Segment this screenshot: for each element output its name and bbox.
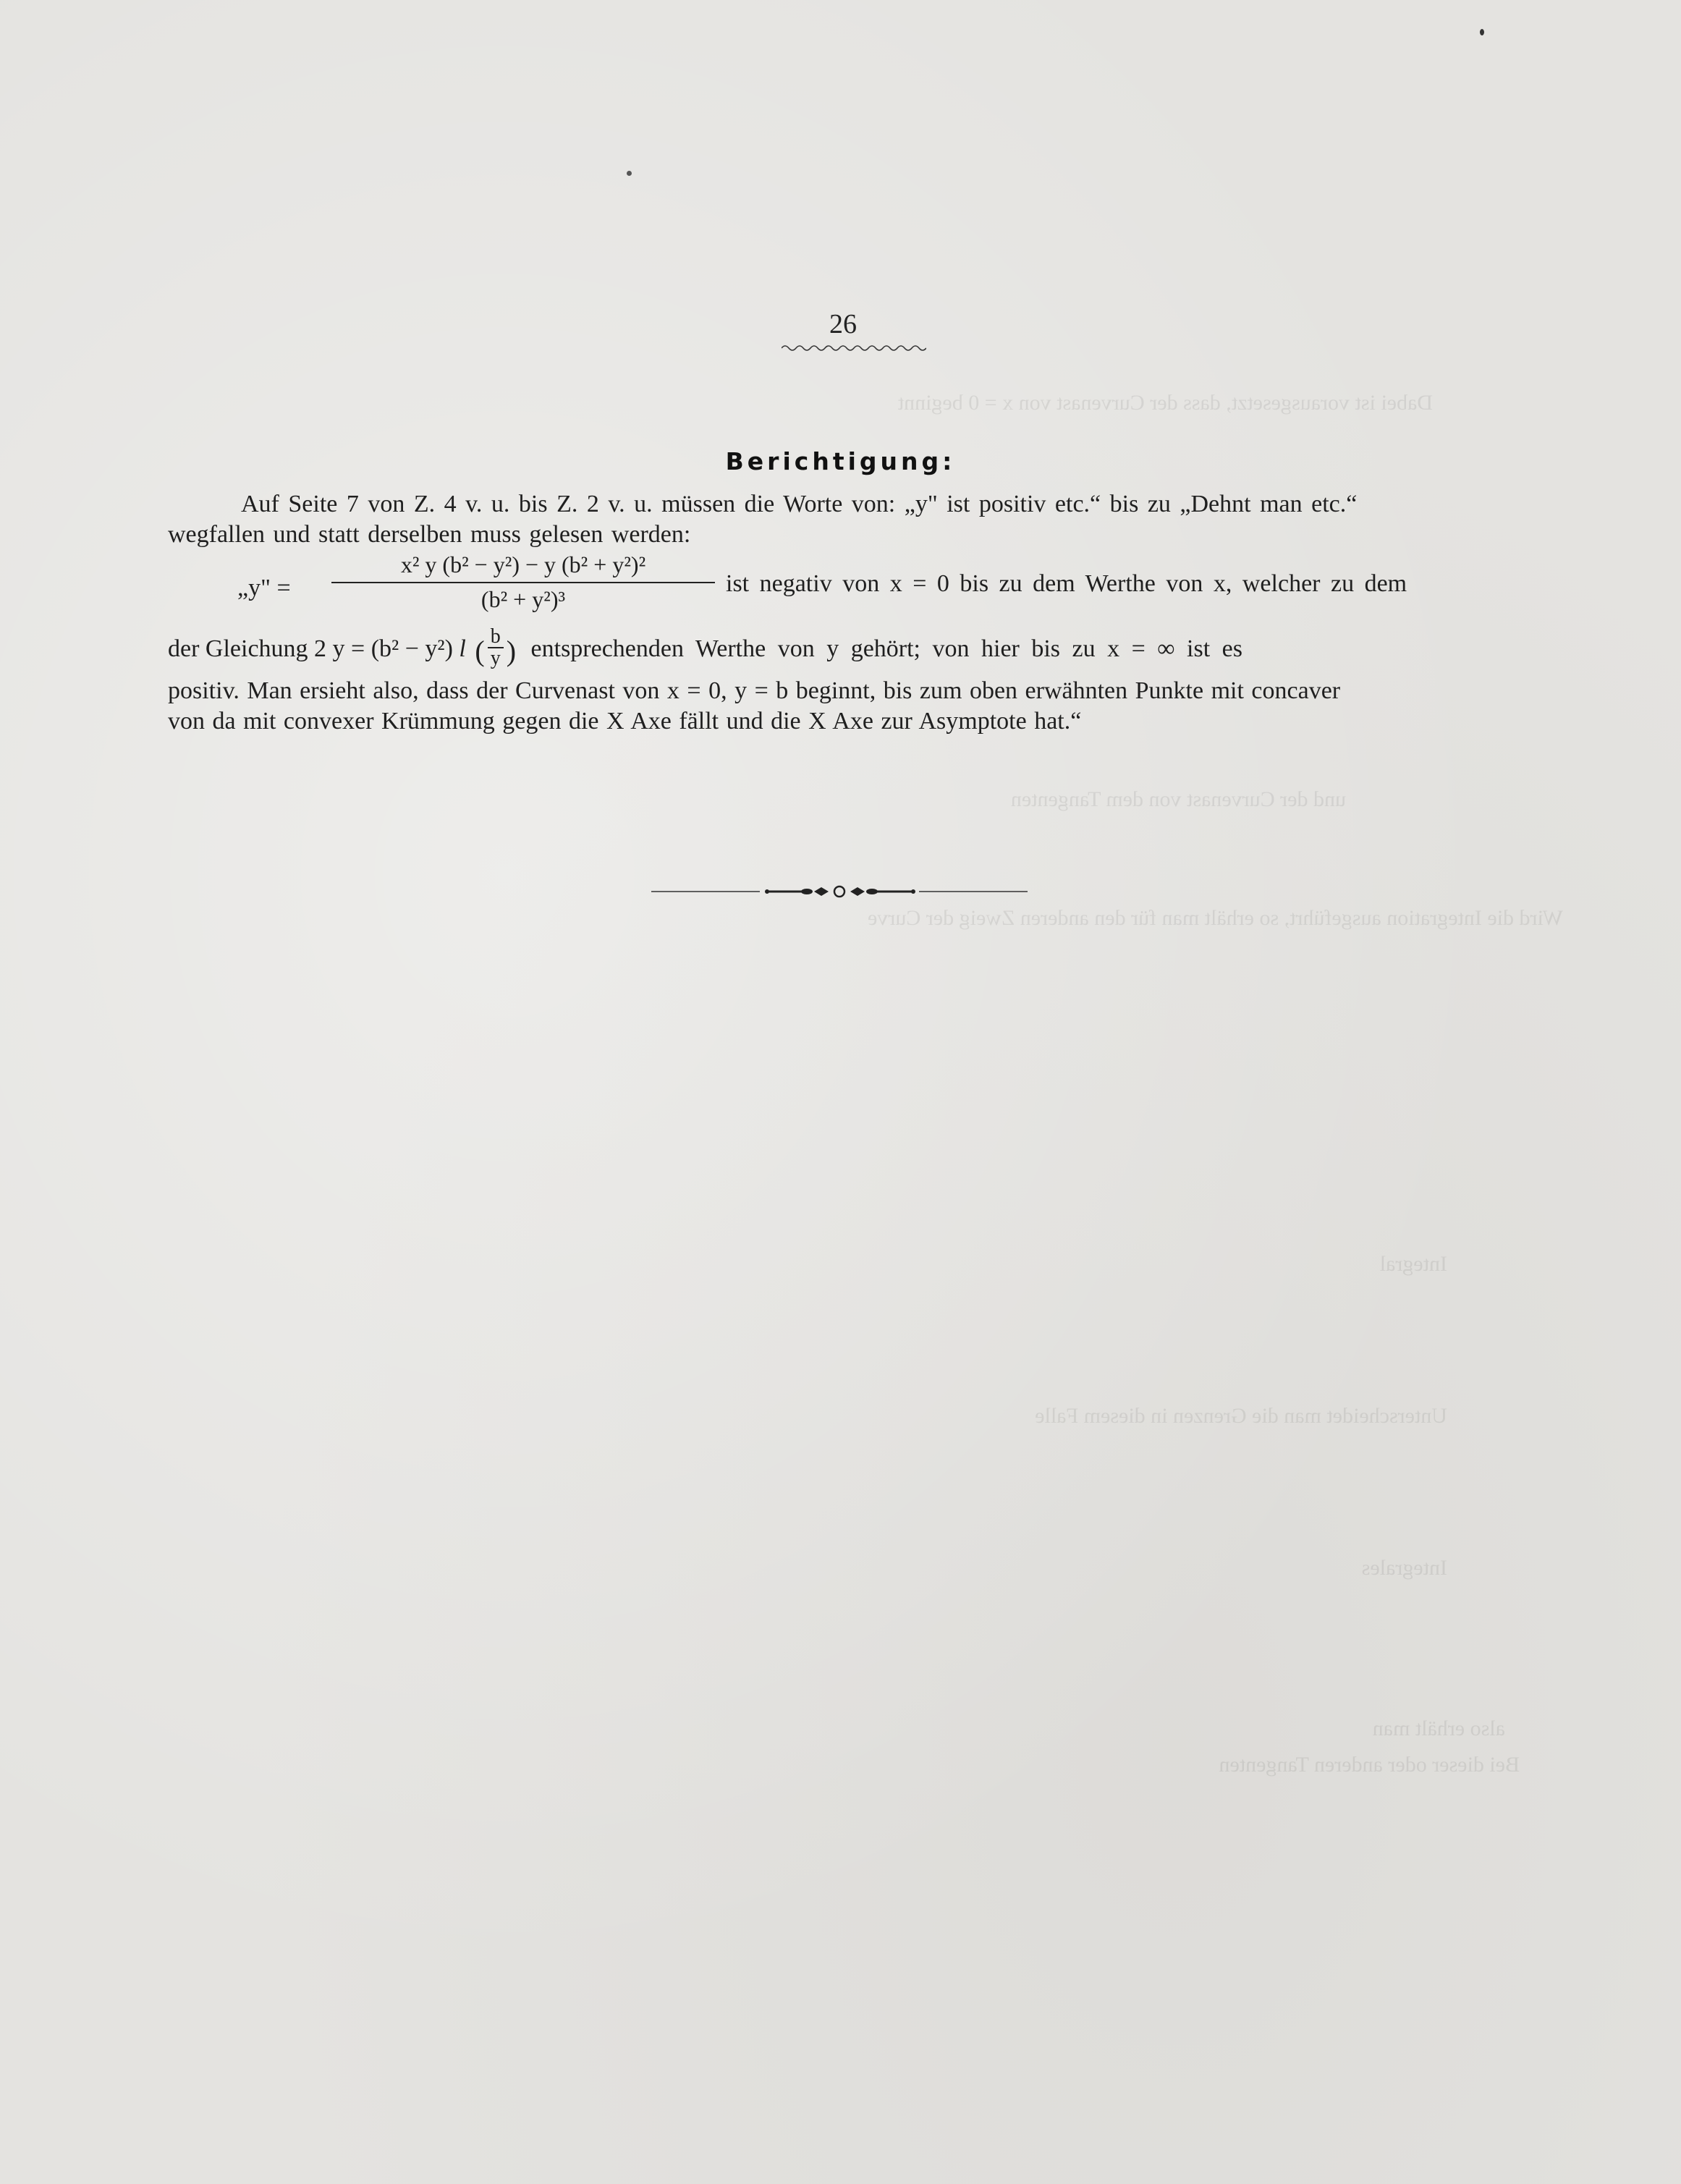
- text-line: wegfallen und statt derselben muss gelesen werden:: [168, 521, 691, 548]
- inline-fraction-den: y: [490, 647, 501, 669]
- bleed-through-text: Bei dieser oder anderen Tangenten: [1219, 1753, 1520, 1777]
- log-symbol: l: [459, 635, 466, 662]
- formula-rhs: ist negativ von x = 0 bis zu dem Werthe von x, welcher zu dem: [726, 570, 1407, 597]
- fraction-bar: [331, 582, 715, 583]
- ornament-divider: [651, 884, 1028, 899]
- text-line: Auf Seite 7 von Z. 4 v. u. bis Z. 2 v. u. müssen die Worte von: „y" ist positiv etc.“ bis zu „Dehnt man etc.“: [241, 491, 1358, 517]
- text-segment: der Gleichung 2 y = (b² − y²): [168, 635, 460, 662]
- text-line: [168, 625, 1242, 669]
- formula-denominator: (b² + y²)³: [480, 586, 566, 612]
- text-segment: entsprechenden Werthe von y gehört; von hier bis zu x = ∞ ist es: [519, 635, 1242, 662]
- bleed-through-text: und der Curvenast von dem Tangenten: [1010, 787, 1346, 811]
- bleed-through-text: Integral: [1379, 1252, 1447, 1276]
- log-argument: (: [475, 634, 485, 667]
- paper-speck: [627, 171, 632, 176]
- text-line: positiv. Man ersieht also, dass der Curvenast von x = 0, y = b beginnt, bis zum oben erwähnten Punkte mit concaver: [168, 677, 1341, 704]
- formula-lhs: „y" =: [237, 575, 291, 601]
- inline-fraction-num: b: [488, 627, 504, 648]
- bleed-through-text: Integrales: [1361, 1556, 1447, 1580]
- text-line: von da mit convexer Krümmung gegen die X Axe fällt und die X Axe zur Asymptote hat.“: [168, 708, 1082, 735]
- bleed-through-text: Wird die Integration ausgeführt, so erhält man für den anderen Zweig der Curve: [868, 906, 1563, 930]
- formula-fraction: [331, 551, 715, 613]
- log-argument-close: ): [506, 634, 517, 667]
- page-number: 26: [829, 309, 857, 339]
- formula-numerator: x² y (b² − y²) − y (b² + y²)²: [400, 551, 646, 577]
- page-number-underline: [782, 343, 926, 353]
- inline-fraction: [488, 627, 504, 669]
- bleed-through-text: also erhält man: [1372, 1717, 1505, 1740]
- bleed-through-text: Unterscheidet man die Grenzen in diesem Falle: [1035, 1404, 1447, 1428]
- section-heading: Berichtigung:: [725, 447, 956, 475]
- bleed-through-text: Dabei ist vorausgesetzt, dass der Curvenast von x = 0 beginnt: [897, 391, 1433, 415]
- paper-speck: [1480, 29, 1484, 35]
